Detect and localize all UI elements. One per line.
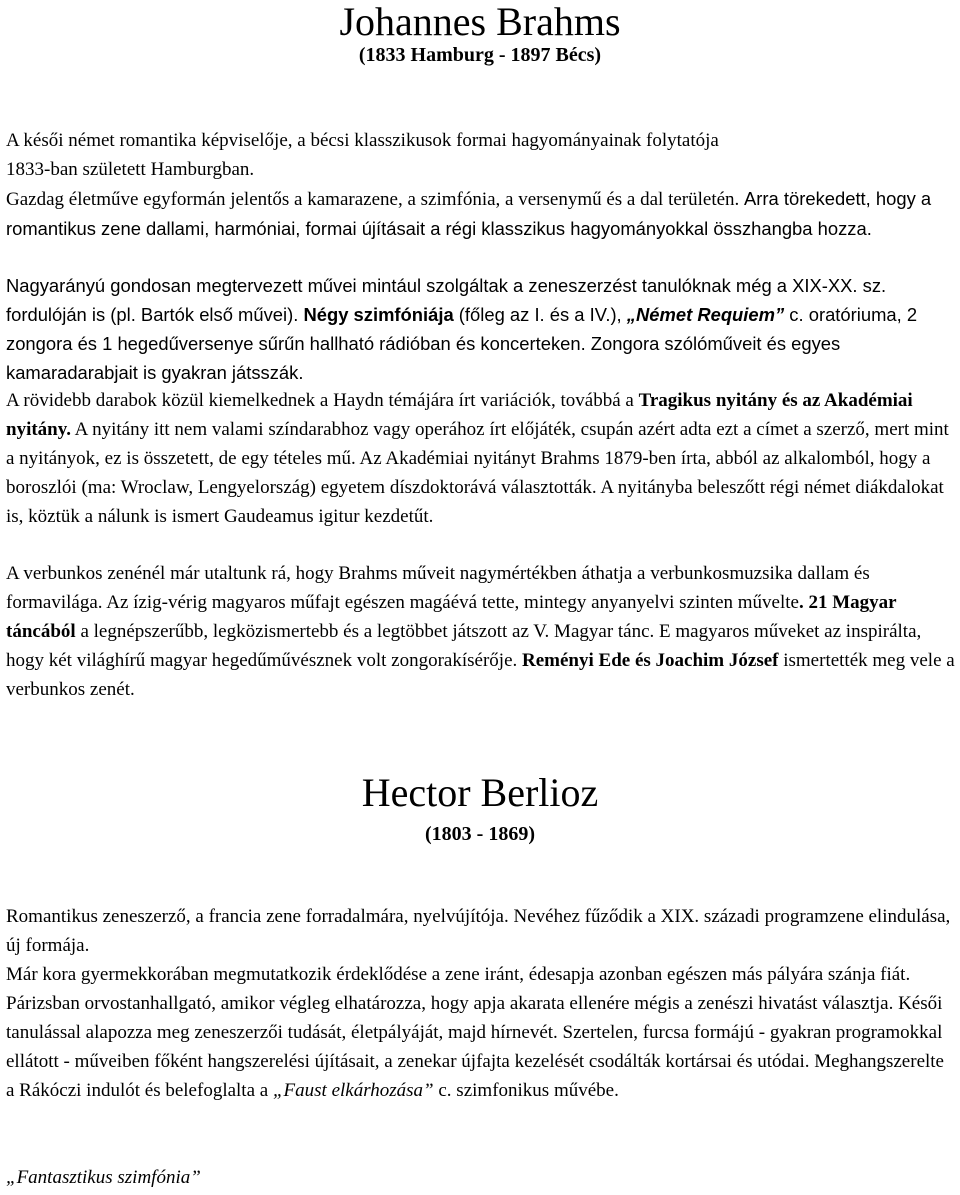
brahms-paragraph-influence	[6, 272, 956, 388]
brahms-overtures-intro: A rövidebb darabok közül kiemelkednek a Haydn témájára írt variációk, továbbá a	[6, 390, 639, 411]
berlioz-subtitle: (1803 - 1869)	[425, 823, 535, 845]
brahms-paragraph-intro	[6, 127, 956, 185]
berlioz-faust: „Faust elkárhozása”	[272, 1079, 434, 1101]
berlioz-title: Hector Berlioz	[361, 770, 599, 815]
berlioz-faust-text: c. szimfonikus művébe.	[433, 1079, 619, 1101]
brahms-symphonies-note: (főleg az I. és a IV.),	[453, 303, 627, 325]
brahms-works-text: Gazdag életműve egyformán jelentős a kamarazene, a szimfónia, a versenymű és a dal területén.	[6, 189, 745, 210]
brahms-paragraph-overtures	[6, 387, 956, 532]
brahms-paragraph-verbunkos	[6, 560, 956, 705]
brahms-dances-text: a legnépszerűbb, legközismertebb és a legtöbbet játszott az V. Magyar tánc. E magyaros műveket az inspirálta, hogy két világhírű magyar hegedűművésznek volt zongorakísérője.	[6, 620, 922, 671]
brahms-hungarian-dances: . 21 Magyar táncából	[6, 591, 897, 642]
brahms-intro-line-1: A késői német romantika képviselője, a bécsi klasszikusok formai hagyományainak folytatója	[6, 130, 719, 151]
brahms-symphonies: Négy szimfóniája	[303, 303, 454, 325]
brahms-title: Johannes Brahms	[339, 0, 621, 44]
berlioz-fantastique: „Fantasztikus szimfónia”	[6, 1167, 201, 1188]
brahms-subtitle: (1833 Hamburg - 1897 Bécs)	[358, 44, 602, 66]
berlioz-paragraph-life	[6, 961, 956, 1106]
brahms-intro-line-2: 1833-ban született Hamburgban.	[6, 158, 255, 180]
brahms-overtures-titles: Tragikus nyitány és az Akadémiai nyitány.	[6, 390, 913, 440]
brahms-requiem-text: c. oratóriuma, 2 zongora és 1 hegedűversenye sűrűn hallható rádióban és koncerteken. Zongora szólóműveit és egyes kamaradarabjait is gyakran játsszák.	[6, 303, 918, 383]
berlioz-fantastique-heading	[6, 1164, 956, 1193]
brahms-requiem: „Német Requiem”	[626, 303, 785, 325]
berlioz-paragraph-intro: Romantikus zeneszerző, a francia zene forradalmára, nyelvújítója. Nevéhez fűződik a XIX. századi programzene elindulása, új formája.	[6, 906, 951, 956]
brahms-verbunkos-end: ismertették meg vele a verbunkos zenét.	[6, 649, 955, 700]
brahms-violinists: Reményi Ede és Joachim József	[522, 649, 779, 671]
brahms-overtures-text: A nyitány itt nem valami színdarabhoz vagy operához írt előjáték, csupán azért adta ezt a címet a szerző, mert mint a nyitányok, ez is összetett, de egy tételes mű. Az Akadémiai nyitányt Brahms 1879-ben írta, abból az alkalomból, hogy a boroszlói (ma: Wroclaw, Lengyelország) egyetem díszdoktorává választották. A nyitányba beleszőtt régi német diákdalokat is, köztük a nálunk is ismert Gaudeamus igitur kezdetűt.	[6, 418, 949, 527]
brahms-paragraph-works	[6, 185, 956, 245]
berlioz-life-text: Már kora gyermekkorában megmutatkozik érdeklődése a zene iránt, édesapja azonban egészen más pályára szánja fiát. Párizsban orvostanhallgató, amikor végleg elhatározza, hogy apja akarata ellenére mégis a zenészi hivatást választja. Késői tanulással alapozza meg zeneszerzői tudását, életpályáját, majd hírnevét. Szertelen, furcsa formájú - gyakran programokkal ellátott - műveiben főként hangszerelési újításait, a zenekar újfajta kezelését csodálták kortársai és utódai. Meghangszerelte a Rákóczi indulót és belefoglalta a	[6, 964, 944, 1101]
brahms-aim-text: Arra törekedett, hogy a romantikus zene dallami, harmóniai, formai újításait a régi klasszikus hagyományokkal összhangba hozza.	[6, 188, 932, 239]
brahms-verbunkos-text: A verbunkos zenénél már utaltunk rá, hogy Brahms műveit nagymértékben áthatja a verbunkosmuzsika dallam és formavilága. Az ízig-vérig magyaros műfajt egészen magáévá tette, mintegy anyanyelvi szinten művelte	[6, 563, 870, 613]
brahms-influence-text: Nagyarányú gondosan megtervezett művei mintául szolgáltak a zeneszerzést tanulóknak még a XIX-XX. sz. fordulóján is (pl. Bartók első művei).	[6, 275, 887, 325]
